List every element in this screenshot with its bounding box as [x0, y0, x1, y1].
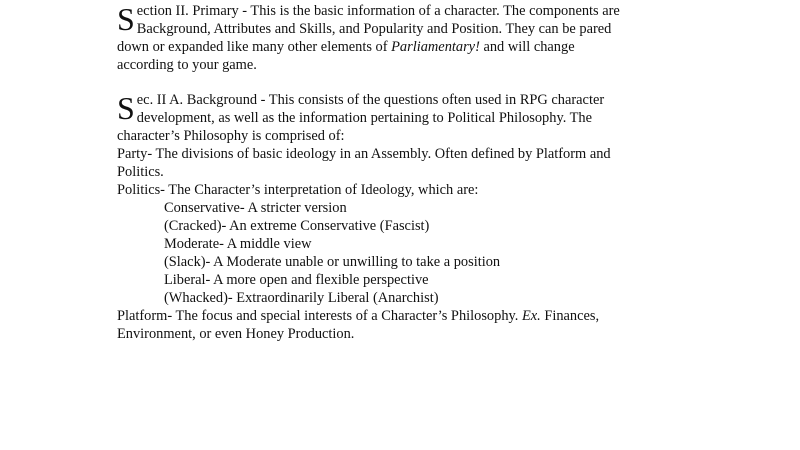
- section-primary: [117, 2, 677, 74]
- text-run: down or expanded like many other elements of: [117, 39, 392, 55]
- dropcap: S: [117, 1, 135, 37]
- text-run: Finances,: [540, 308, 600, 324]
- platform-definition: [117, 307, 677, 325]
- ideology-item: Liberal- A more open and flexible perspective: [164, 272, 429, 288]
- dropcap: S: [117, 90, 135, 126]
- text-line: Environment, or even Honey Production.: [117, 326, 355, 342]
- text-run: Platform- The focus and special interests of a Character’s Philosophy.: [117, 308, 522, 324]
- text-run: and will change: [479, 39, 575, 55]
- text-line: Politics.: [117, 164, 164, 180]
- politics-definition: Politics- The Character’s interpretation of Ideology, which are:: [117, 182, 479, 198]
- ideology-item: (Cracked)- An extreme Conservative (Fascist): [164, 218, 430, 234]
- text-line: ec. II A. Background - This consists of the questions often used in RPG character: [136, 92, 605, 108]
- text-line: ection II. Primary - This is the basic information of a character. The components are: [136, 3, 620, 19]
- text-line: character’s Philosophy is comprised of:: [117, 128, 345, 144]
- party-definition: Party- The divisions of basic ideology in an Assembly. Often defined by Platform and: [117, 146, 611, 162]
- ideology-item: (Slack)- A Moderate unable or unwilling to take a position: [164, 254, 501, 270]
- game-title: Parliamentary!: [391, 39, 480, 55]
- text-line: according to your game.: [117, 57, 257, 73]
- ideology-item: Conservative- A stricter version: [164, 200, 347, 216]
- text-line: Background, Attributes and Skills, and Popularity and Position. They can be pared: [136, 21, 612, 37]
- example-label: Ex.: [521, 308, 541, 324]
- ideology-item: Moderate- A middle view: [164, 236, 312, 252]
- text-line: [117, 38, 677, 56]
- text-line: development, as well as the information pertaining to Political Philosophy. The: [136, 110, 593, 126]
- section-background: [117, 91, 677, 343]
- ideology-item: (Whacked)- Extraordinarily Liberal (Anarchist): [164, 290, 439, 306]
